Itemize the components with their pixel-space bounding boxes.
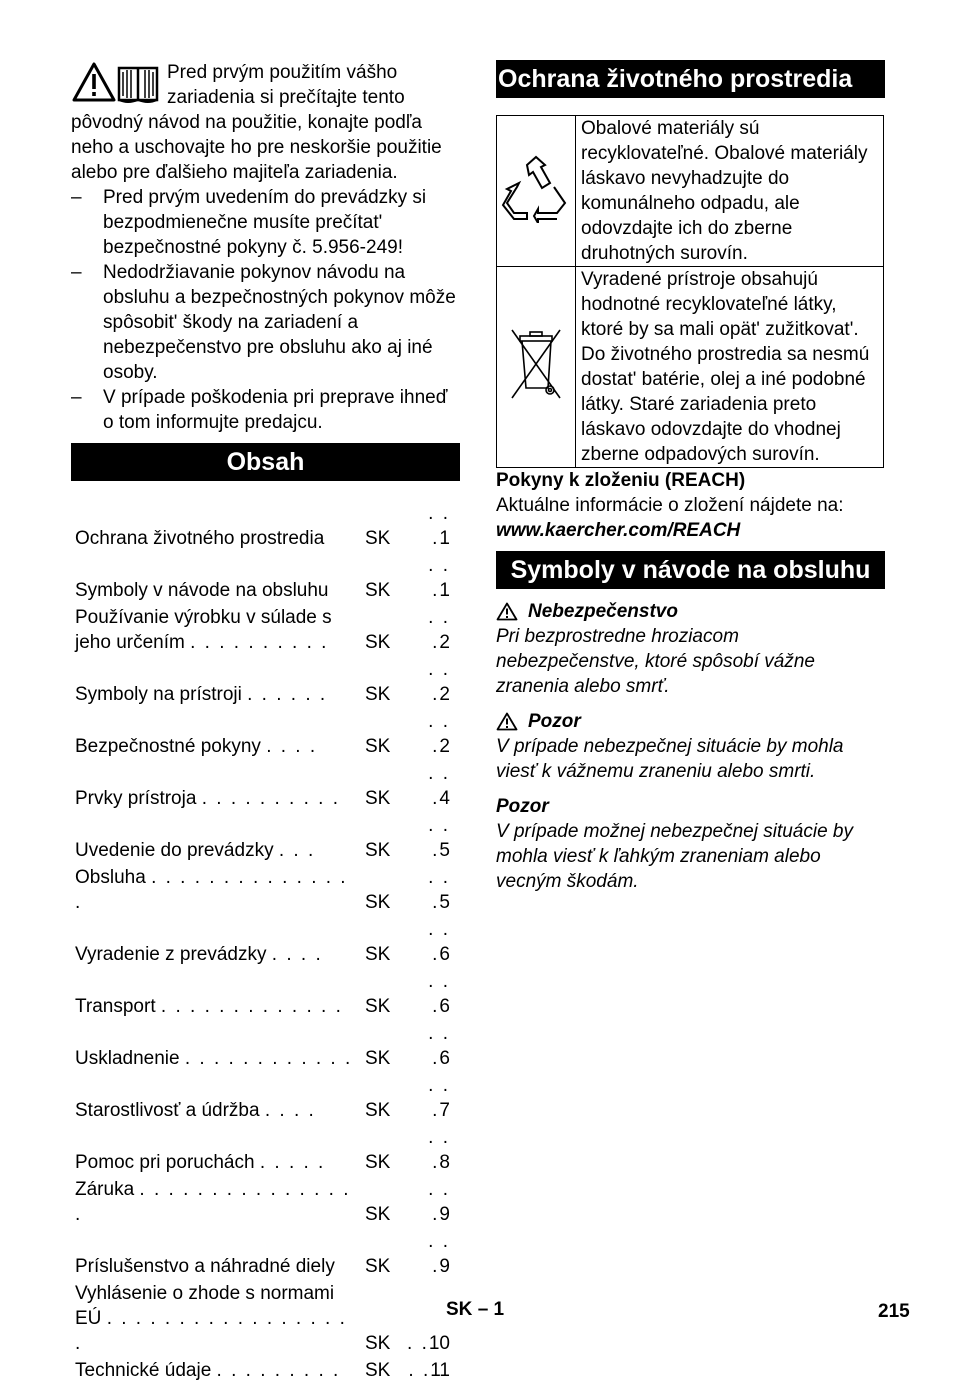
intro-list-item bbox=[71, 260, 460, 385]
toc-entry-title bbox=[75, 838, 359, 863]
toc-entry-title bbox=[75, 1177, 359, 1227]
toc-page-number: 9 bbox=[439, 1256, 450, 1277]
intro-list-item bbox=[71, 185, 460, 260]
toc-entry-title bbox=[75, 526, 359, 551]
toc-page-number: 10 bbox=[428, 1333, 450, 1354]
toc-entry-title bbox=[75, 734, 359, 759]
toc-page-dots: . . . bbox=[428, 1231, 450, 1277]
toc-title-text: Obsluha bbox=[75, 867, 146, 888]
toc-entry-page bbox=[407, 813, 460, 863]
toc-entry bbox=[75, 1281, 460, 1356]
toc-page-number: 1 bbox=[439, 528, 450, 549]
footer-section bbox=[446, 1297, 504, 1322]
page-number: 215 bbox=[878, 1301, 910, 1322]
toc-entry-title bbox=[75, 1098, 359, 1123]
toc-entry bbox=[75, 1021, 460, 1071]
toc-title-text: Vyradenie z prevádzky bbox=[75, 944, 267, 965]
toc-entry-code: SK bbox=[365, 996, 391, 1017]
toc-entry-page bbox=[407, 709, 460, 759]
right-column bbox=[496, 60, 885, 894]
toc-title-text: Symboly v návode na obsluhu bbox=[75, 580, 329, 601]
toc-entry-page bbox=[407, 657, 460, 707]
toc-leader-dots: . . . . bbox=[264, 1100, 316, 1121]
toc-title-text: Starostlivosť a údržba bbox=[75, 1100, 260, 1121]
toc-title-text: Používanie výrobku v súlade s jeho určením bbox=[75, 607, 332, 653]
warning-text: V prípade nebezpečnej situácie by mohla viesť k vážnemu zraneniu alebo smrti. bbox=[496, 736, 844, 782]
toc-entry-code: SK bbox=[365, 684, 391, 705]
toc-title-text: Uvedenie do prevádzky bbox=[75, 840, 274, 861]
toc-leader-dots: . . . . . . . . . . . . . . . . . . bbox=[75, 1308, 347, 1354]
toc-entry-code: SK bbox=[365, 1360, 391, 1381]
toc-entry-page bbox=[407, 761, 460, 811]
toc-leader-dots: . . . . . . . . . . bbox=[190, 632, 329, 653]
toc-leader-dots: . . . . . . . . . . . . . bbox=[160, 996, 343, 1017]
table-row bbox=[497, 267, 884, 468]
toc-page-dots: . . . bbox=[428, 1127, 450, 1173]
toc-page-dots: . . . bbox=[428, 763, 450, 809]
toc-entry-code: SK bbox=[365, 1333, 391, 1354]
recycle-cell bbox=[497, 116, 576, 267]
danger-text: Pri bezprostredne hroziacom nebezpečenstve, ktoré spôsobí vážne zranenia alebo smrť. bbox=[496, 626, 815, 697]
reach-text: Aktuálne informácie o zložení nájdete na: bbox=[496, 495, 844, 516]
toc-leader-dots: . . . . . . . . . . bbox=[201, 788, 341, 809]
intro-list-item bbox=[71, 385, 460, 435]
toc-entry bbox=[75, 813, 460, 863]
toc-entry bbox=[75, 709, 460, 759]
toc-entry-code: SK bbox=[365, 632, 391, 653]
danger-heading bbox=[496, 599, 885, 624]
toc-page-number: 2 bbox=[439, 684, 450, 705]
toc-entry-title bbox=[75, 1254, 359, 1279]
toc-page-dots: . . bbox=[408, 1360, 431, 1381]
bin-text: Vyradené prístroje obsahujú hodnotné recyklovateľné látky, ktoré by sa mali opät' zužitkovat'. Do životného prostredia sa nesmú dostat' batérie, olej a iné podobné látky. Staré zariadenia preto láskavo odovzdajte do vhodnej zberne odpadových surovín. bbox=[576, 267, 884, 468]
toc-page-number: 6 bbox=[439, 1048, 450, 1069]
toc-entry-code: SK bbox=[365, 1256, 391, 1277]
toc-entry-title bbox=[75, 786, 359, 811]
toc-entry-title bbox=[75, 942, 359, 967]
toc-entry-title bbox=[75, 1358, 359, 1383]
bin-cell bbox=[497, 267, 576, 468]
toc-leader-dots: . . . . . bbox=[259, 1152, 326, 1173]
toc-entry-title bbox=[75, 865, 359, 915]
toc-entry-title bbox=[75, 1150, 359, 1175]
toc-page-dots: . . . bbox=[428, 1075, 450, 1121]
toc-title-text: Symboly na prístroji bbox=[75, 684, 242, 705]
table-of-contents bbox=[75, 501, 460, 1383]
warning-triangle-icon bbox=[496, 712, 518, 731]
toc-leader-dots: . . . . . . . . . . . . . . . bbox=[75, 867, 348, 913]
toc-entry bbox=[75, 1125, 460, 1175]
toc-page-number: 7 bbox=[439, 1100, 450, 1121]
toc-leader-dots: . . . . . . . . . . . . bbox=[184, 1048, 353, 1069]
toc-entry-page bbox=[407, 501, 460, 551]
toc-entry bbox=[75, 553, 460, 603]
toc-entry-code: SK bbox=[365, 736, 391, 757]
toc-entry-title bbox=[75, 605, 359, 655]
toc-entry-code: SK bbox=[365, 1152, 391, 1173]
caution-text: V prípade možnej nebezpečnej situácie by mohla viesť k ľahkým zraneniam alebo vecným škodám. bbox=[496, 821, 854, 892]
toc-page-number: 5 bbox=[439, 892, 450, 913]
toc-entry-code: SK bbox=[365, 1100, 391, 1121]
recycle-text: Obalové materiály sú recyklovateľné. Obalové materiály láskavo nevyhadzujte do komunálneho odpadu, ale odovzdajte ich do zberne druhotných surovín. bbox=[576, 116, 884, 267]
toc-entry-title bbox=[75, 1281, 359, 1356]
toc-entry-code: SK bbox=[365, 580, 391, 601]
toc-page-number: 4 bbox=[439, 788, 450, 809]
toc-entry bbox=[75, 657, 460, 707]
toc-entry bbox=[75, 761, 460, 811]
toc-leader-dots: . . . . . . . . . bbox=[216, 1360, 341, 1381]
intro-block bbox=[71, 60, 460, 185]
toc-page-number: 6 bbox=[439, 996, 450, 1017]
toc-title-text: Záruka bbox=[75, 1179, 135, 1200]
reach-title: Pokyny k zloženiu (REACH) bbox=[496, 470, 746, 491]
toc-page-dots: . . . bbox=[428, 867, 450, 913]
toc-entry-page bbox=[407, 605, 460, 655]
footer-dash: – bbox=[477, 1299, 489, 1320]
toc-heading: Obsah bbox=[71, 443, 460, 481]
toc-entry bbox=[75, 1073, 460, 1123]
toc-entry-code: SK bbox=[365, 528, 391, 549]
caution-heading bbox=[496, 794, 885, 819]
warning-triangle-icon bbox=[496, 602, 518, 621]
toc-entry bbox=[75, 605, 460, 655]
intro-icons bbox=[71, 60, 161, 106]
toc-title-text: Ochrana životného prostredia bbox=[75, 528, 325, 549]
toc-entry-page bbox=[407, 1177, 460, 1227]
toc-leader-dots: . . . . bbox=[266, 736, 318, 757]
toc-page-dots: . . . bbox=[428, 659, 450, 705]
toc-entry-code: SK bbox=[365, 1048, 391, 1069]
warning-label: Pozor bbox=[528, 711, 581, 732]
reach-url: www.kaercher.com/REACH bbox=[496, 520, 741, 541]
toc-entry-title bbox=[75, 682, 359, 707]
toc-title-text: Pomoc pri poruchách bbox=[75, 1152, 255, 1173]
list-item-text: Pred prvým uvedením do prevádzky si bezpodmienečne musíte prečítat' bezpečnostné pokyny č. 5.956-249! bbox=[103, 187, 427, 258]
toc-page-number: 2 bbox=[439, 632, 450, 653]
toc-page-dots: . . . bbox=[428, 503, 450, 549]
recycle-icon bbox=[499, 153, 573, 223]
danger-label: Nebezpečenstvo bbox=[528, 601, 678, 622]
toc-leader-dots: . . . . bbox=[271, 944, 323, 965]
toc-page-number: 9 bbox=[439, 1204, 450, 1225]
toc-entry-page bbox=[407, 553, 460, 603]
toc-page-dots: . . . bbox=[428, 607, 450, 653]
toc-page-number: 2 bbox=[439, 736, 450, 757]
footer-section-page: 1 bbox=[493, 1299, 505, 1320]
toc-page-dots: . . . bbox=[428, 711, 450, 757]
toc-entry bbox=[75, 1358, 460, 1383]
warning-heading bbox=[496, 709, 885, 734]
toc-entry-page bbox=[407, 1125, 460, 1175]
toc-leader-dots: . . . . . . bbox=[247, 684, 328, 705]
toc-entry-page bbox=[407, 1331, 460, 1356]
toc-page-dots: . . . bbox=[428, 815, 450, 861]
list-item-text: V prípade poškodenia pri preprave ihneď o tom informujte predajcu. bbox=[103, 387, 448, 433]
toc-entry-code: SK bbox=[365, 1204, 391, 1225]
toc-page-number: 1 bbox=[439, 580, 450, 601]
toc-title-text: Uskladnenie bbox=[75, 1048, 180, 1069]
environment-table bbox=[496, 115, 884, 468]
toc-page-number: 11 bbox=[430, 1360, 450, 1381]
toc-page-dots: . . . bbox=[428, 1023, 450, 1069]
toc-page-dots: . . . bbox=[428, 919, 450, 965]
toc-entry-title bbox=[75, 1046, 359, 1071]
list-item-text: Nedodržiavanie pokynov návodu na obsluhu a bezpečnostných pokynov môže spôsobit' škody na zariadení a nebezpečenstvo pre obsluhu ako aj iné osoby. bbox=[103, 262, 456, 383]
list-dash: – bbox=[71, 187, 82, 208]
footer-section-code: SK bbox=[446, 1299, 473, 1320]
symbols-heading: Symboly v návode na obsluhu bbox=[496, 551, 885, 589]
table-row bbox=[497, 116, 884, 267]
toc-entry-page bbox=[407, 1229, 460, 1279]
toc-entry-page bbox=[407, 1021, 460, 1071]
toc-title-text: Transport bbox=[75, 996, 156, 1017]
toc-page-dots: . . . bbox=[428, 1179, 450, 1225]
intro-text: Pred prvým použitím vášho zariadenia si prečítajte tento pôvodný návod na použitie, konajte podľa neho a uschovajte ho pre neskoršie použitie alebo pre ďalšieho majiteľa zariadenia. bbox=[71, 62, 442, 183]
toc-title-text: Príslušenstvo a náhradné diely bbox=[75, 1256, 335, 1277]
list-dash: – bbox=[71, 387, 82, 408]
toc-entry-title bbox=[75, 994, 359, 1019]
toc-page-number: 8 bbox=[439, 1152, 450, 1173]
toc-entry bbox=[75, 1177, 460, 1227]
toc-page-dots: . . . bbox=[428, 555, 450, 601]
toc-entry-title bbox=[75, 578, 359, 603]
warning-triangle-icon bbox=[71, 60, 161, 104]
toc-entry-page bbox=[407, 917, 460, 967]
toc-page-dots: . . . bbox=[428, 971, 450, 1017]
list-dash: – bbox=[71, 262, 82, 283]
toc-entry-page bbox=[407, 969, 460, 1019]
toc-title-text: Technické údaje bbox=[75, 1360, 212, 1381]
toc-entry bbox=[75, 969, 460, 1019]
toc-entry-code: SK bbox=[365, 788, 391, 809]
open-book-icon bbox=[119, 68, 157, 102]
environment-heading: Ochrana životného prostredia bbox=[496, 60, 885, 98]
toc-entry bbox=[75, 1229, 460, 1279]
toc-page-number: 6 bbox=[439, 944, 450, 965]
toc-entry-page bbox=[407, 1358, 460, 1383]
left-column bbox=[71, 60, 460, 1385]
toc-title-text: Bezpečnostné pokyny bbox=[75, 736, 261, 757]
toc-entry-page bbox=[407, 865, 460, 915]
toc-entry-code: SK bbox=[365, 840, 391, 861]
toc-entry bbox=[75, 865, 460, 915]
toc-leader-dots: . . . bbox=[278, 840, 316, 861]
toc-title-text: Vyhlásenie o zhode s normami EÚ bbox=[75, 1283, 335, 1329]
toc-page-number: 5 bbox=[439, 840, 450, 861]
toc-title-text: Prvky prístroja bbox=[75, 788, 197, 809]
toc-entry-code: SK bbox=[365, 892, 391, 913]
toc-page-dots: . . bbox=[407, 1333, 429, 1354]
toc-leader-dots: . . . . . . . . . . . . . . . . bbox=[75, 1179, 351, 1225]
toc-entry-page bbox=[407, 1073, 460, 1123]
caution-label: Pozor bbox=[496, 796, 549, 817]
toc-entry bbox=[75, 917, 460, 967]
toc-entry bbox=[75, 501, 460, 551]
toc-entry-code: SK bbox=[365, 944, 391, 965]
crossed-bin-icon bbox=[506, 326, 566, 402]
